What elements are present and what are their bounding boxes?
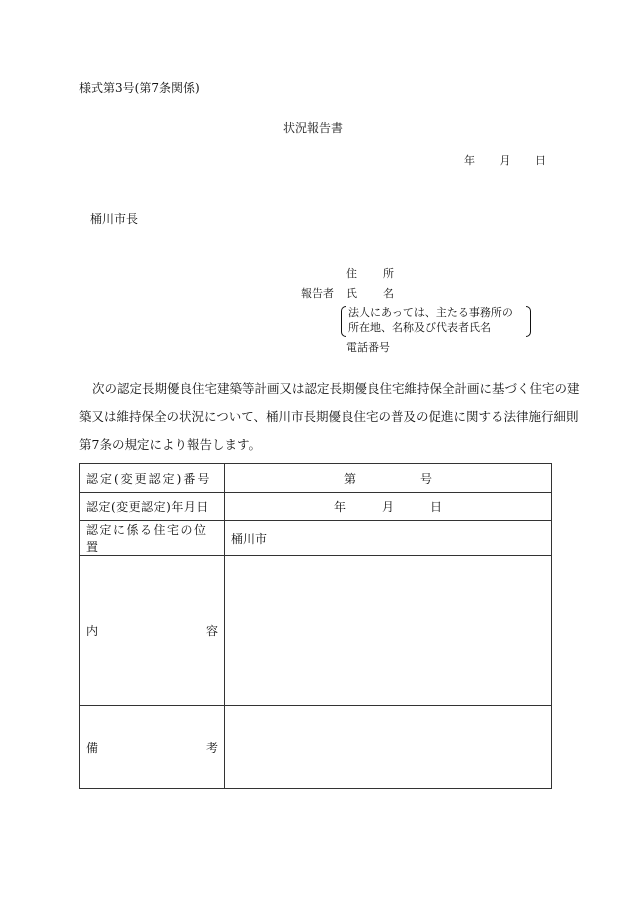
table-row xyxy=(80,464,552,493)
report-table xyxy=(79,463,552,789)
house-location-value[interactable]: 桶川市 xyxy=(225,521,552,556)
cert-number-label: 認定(変更認定)番号 xyxy=(80,464,225,493)
document-title: 状況報告書 xyxy=(283,121,344,135)
body-line-2: 築又は維持保全の状況について、桶川市長期優良住宅の普及の促進に関する法律施行細則 xyxy=(79,409,579,424)
remarks-label: 備 考 xyxy=(80,706,225,789)
content-label: 内 容 xyxy=(80,556,225,706)
form-number: 様式第3号(第7条関係) xyxy=(79,81,200,95)
reporter-phone-label: 電話番号 xyxy=(346,341,390,354)
corp-note-line1: 法人にあっては、主たる事務所の xyxy=(348,306,513,319)
reporter-name-label: 氏 名 xyxy=(346,287,394,300)
table-row xyxy=(80,521,552,556)
corp-note-line2: 所在地、名称及び代表者氏名 xyxy=(348,321,491,334)
cert-date-value[interactable]: 年 月 日 xyxy=(225,493,552,521)
right-bracket xyxy=(526,306,531,337)
content-value[interactable] xyxy=(225,556,552,706)
table-row xyxy=(80,556,552,706)
date-month-label: 月 xyxy=(499,154,511,167)
left-bracket xyxy=(341,306,346,337)
addressee: 桶川市長 xyxy=(90,212,139,226)
body-line-1: 次の認定長期優良住宅建築等計画又は認定長期優良住宅維持保全計画に基づく住宅の建 xyxy=(92,381,580,396)
table-row xyxy=(80,493,552,521)
remarks-value[interactable] xyxy=(225,706,552,789)
date-year-label: 年 xyxy=(464,154,475,167)
house-location-label: 認定に係る住宅の位置 xyxy=(80,521,225,556)
body-line-3: 第7条の規定により報告します。 xyxy=(79,437,261,452)
cert-number-value[interactable]: 第 号 xyxy=(225,464,552,493)
table-row xyxy=(80,706,552,789)
submission-date xyxy=(464,154,546,167)
date-day-label: 日 xyxy=(535,154,546,167)
reporter-address-label: 住 所 xyxy=(346,267,394,280)
reporter-label: 報告者 xyxy=(301,287,334,300)
cert-date-label: 認定(変更認定)年月日 xyxy=(80,493,225,521)
